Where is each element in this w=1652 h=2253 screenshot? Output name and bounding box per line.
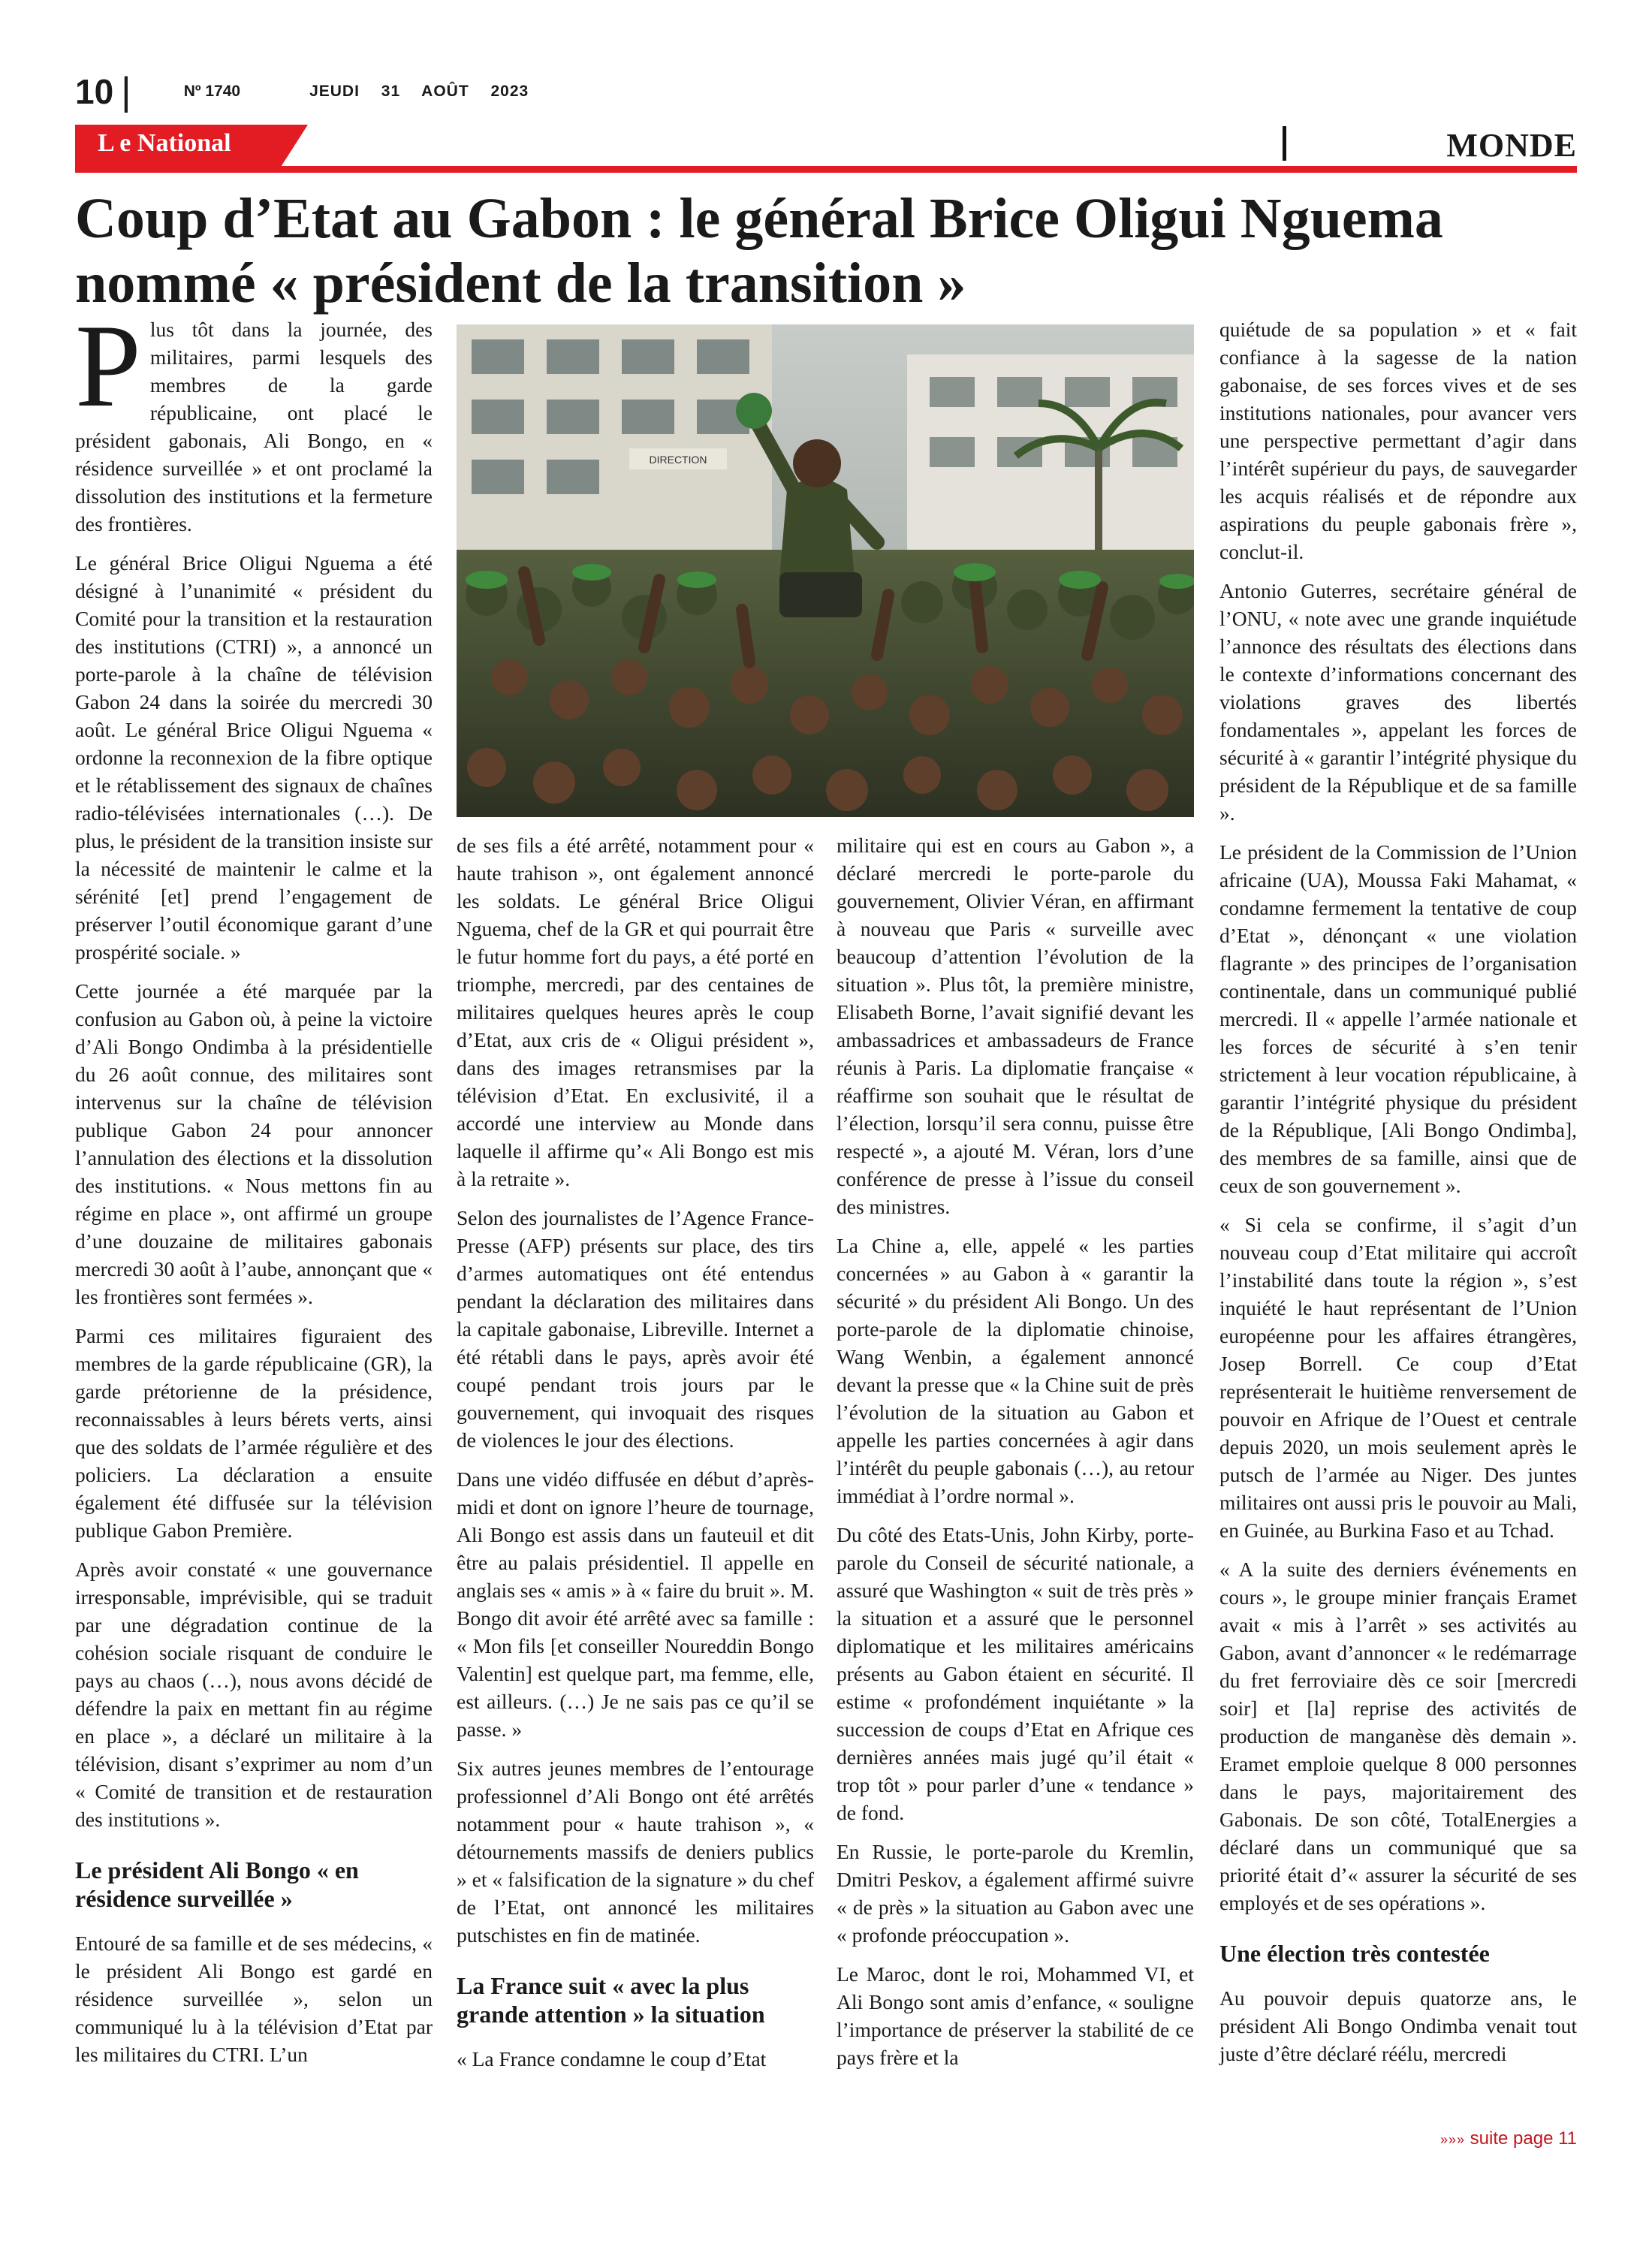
paragraph: Le général Brice Oligui Nguema a été désigné à l’unanimité « président du Comité pour la transition et la restauration des institutions (CTRI) », a annoncé un porte-parole à la chaîne de télévision Gabon 24 dans la soirée du mercredi 30 août. Le général Brice Oligui Nguema « ordonne la reconnexion de la fibre optique et le rétablissement des signaux de chaînes radio-télévisées internationales (…). De plus, le président de la transition insiste sur la nécessité de maintenir le calme et la sérénité [et] prend l’engagement de préserver l’outil économique garant d’une prospérité sociale. »: [75, 551, 433, 964]
paragraph: « Si cela se confirme, il s’agit d’un nouveau coup d’Etat militaire qui accroît l’instabilité dans toute la région », s’est inquiété le haut représentant de l’Union européenne pour les affaires étrangères, Josep Borrell. Ce coup d’Etat représenterait le huitième renversement de pouvoir en Afrique de l’Ouest et centrale depuis 2020, un mois seulement après le putsch de l’armée au Niger. Des juntes militaires ont aussi pris le pouvoir au Mali, en Guinée, au Burkina Faso et au Tchad.: [1219, 1213, 1577, 1542]
paragraph: Du côté des Etats-Unis, John Kirby, porte-parole du Conseil de sécurité nationale, a assuré que Washington « suit de très près » la situation et a assuré que le personnel diplomatique et les militaires américains présents au Gabon étaient en sécurité. Il estime « profondément inquiétante » la succession de coups d’Etat en Afrique ces dernières années mais jugé qu’il était « trop tôt » pour parler d’une « tendance » de fond.: [837, 1523, 1194, 1824]
paragraph: [75, 300, 433, 538]
paragraph: Six autres jeunes membres de l’entourage professionnel d’Ali Bongo ont été arrêtés notamment pour « haute trahison », « détournements massifs de deniers publics » et « falsification de la signature » du chef de l’Etat, ont annoncé les militaires putschistes en fin de matinée.: [457, 1757, 814, 1947]
photo-sign-text: DIRECTION: [649, 454, 707, 466]
paragraph: militaire qui est en cours au Gabon », a déclaré mercredi le porte-parole du gouvernement, Olivier Véran, en affirmant à nouveau que Paris « surveille avec beaucoup d’attention l’évolution de la situation ». Plus tôt, la première ministre, Elisabeth Borne, l’avait signifié devant les ambassadrices et ambassadeurs de France réunis à Paris. La diplomatie française « réaffirme son souhait que le résultat de l’élection, lorsqu’il sera connu, puisse être respecté », a ajouté M. Véran, lors d’une conférence de presse à l’issue du conseil des ministres.: [837, 834, 1194, 1218]
column-4: [1219, 315, 1577, 2079]
column-2: [457, 831, 814, 2084]
article-photo: [457, 324, 1194, 817]
photo-illustration: [457, 324, 1194, 817]
subheading: La France suit « avec la plus grande attention » la situation: [457, 1972, 765, 2028]
page-number: 10: [75, 72, 114, 111]
brand-name: L e National: [98, 129, 231, 157]
lead-text: lus tôt dans la journée, des militaires, parmi lesquels des membres de la garde républicaine, ont placé le président gabonais, Ali Bongo, en « résidence surveillée » et ont proclamé la dissolution des institutions et la fermeture des frontières.: [75, 318, 433, 535]
paragraph: La Chine a, elle, appelé « les parties concernées » au Gabon à « garantir la sécurité » du président Ali Bongo. Un des porte-parole de la diplomatie chinoise, Wang Wenbin, a également annoncé devant la presse que « la Chine suit de près l’évolution de la situation au Gabon et appelle les parties concernées à agir dans l’intérêt du peuple gabonais (…), au retour immédiat à l’ordre normal ».: [837, 1234, 1194, 1507]
page-separator: |: [121, 70, 131, 113]
continuation-link[interactable]: [1440, 2128, 1577, 2149]
paragraph: Entouré de sa famille et de ses médecins, « le président Ali Bongo est gardé en résidence surveillée », selon un communiqué lu à la télévision d’Etat par les militaires du CTRI. L’un: [75, 1932, 433, 2066]
column-3: [837, 831, 1194, 2083]
issue-number: Nº 1740: [183, 83, 241, 100]
paragraph: Parmi ces militaires figuraient des membres de la garde républicaine (GR), la garde prétorienne de la présidence, reconnaissables à leurs bérets verts, ainsi que des soldats de l’armée régulière et des policiers. La déclaration a ensuite également été diffusée sur la télévision publique Gabon Première.: [75, 1324, 433, 1542]
section-label: MONDE: [1446, 127, 1577, 164]
paragraph: Selon des journalistes de l’Agence France-Presse (AFP) présents sur place, des tirs d’armes automatiques ont été entendus pendant la déclaration des militaires dans la capitale gabonaise, Libreville. Internet a été rétabli dans le pays, après avoir été coupé pendant trois jours par le gouvernement, qui invoquait des risques de violences le jour des élections.: [457, 1206, 814, 1452]
column-1: [75, 300, 433, 2080]
continuation-text: suite page 11: [1470, 2128, 1577, 2149]
section-separator: [1283, 126, 1286, 161]
subheading: Une élection très contestée: [1219, 1940, 1490, 1967]
issue-date: JEUDI 31 AOÛT 2023: [309, 83, 529, 100]
paragraph: Le président de la Commission de l’Union africaine (UA), Moussa Faki Mahamat, « condamne fermement la tentative de coup d’Etat », dénonçant « une violation flagrante » des principes de l’organisation continentale, dans un communiqué publié mercredi. Il « appelle l’armée nationale et les forces de sécurité à s’en tenir strictement à leur vocation républicaine, à garantir l’intégrité physique du président de la République, [Ali Bongo Ondimba], des membres de sa famille, ainsi que de ceux de son gouvernement ».: [1219, 840, 1577, 1197]
header-rule: [75, 166, 1577, 173]
paragraph: En Russie, le porte-parole du Kremlin, Dmitri Peskov, a également affirmé suivre « de près » la situation au Gabon avec une « profonde préoccupation ».: [837, 1840, 1194, 1947]
paragraph: Le Maroc, dont le roi, Mohammed VI, et Ali Bongo sont amis d’enfance, « souligne l’importance de préserver la stabilité de ce pays frère et la: [837, 1962, 1194, 2069]
paragraph: de ses fils a été arrêté, notamment pour « haute trahison », ont également annoncé les soldats. Le général Brice Oligui Nguema, chef de la GR et qui pourrait être le futur homme fort du pays, a été porté en triomphe, mercredi, par des centaines de militaires quelques heures après le coup d’Etat, aux cris de « Oligui président », dans des images retransmises par la télévision d’Etat. En exclusivité, il a accordé une interview au Monde dans laquelle il affirme qu’« Ali Bongo est mis à la retraite ».: [457, 834, 814, 1190]
page-header: [75, 69, 529, 114]
drop-cap: P: [75, 300, 141, 432]
paragraph: Au pouvoir depuis quatorze ans, le président Ali Bongo Ondimba venait tout juste d’être déclaré réélu, mercredi: [1219, 1986, 1577, 2065]
subheading: Le président Ali Bongo « en résidence surveillée »: [75, 1856, 359, 1912]
article-headline: Coup d’Etat au Gabon : le général Brice Oligui Nguema nommé « président de la transition »: [75, 187, 1443, 315]
paragraph: « A la suite des derniers événements en cours », le groupe minier français Eramet avait « mis à l’arrêt » ses activités au Gabon, avant d’annoncer « le redémarrage du fret ferroviaire dès ce soir [mercredi soir] et [la] reprise des activités de production de manganèse dès demain ». Eramet emploie quelque 8 000 personnes dans le pays, majoritairement des Gabonais. De son côté, TotalEnergies a déclaré dans un communiqué que sa priorité était d’« assurer la sécurité de ses employés et de ses opérations ».: [1219, 1558, 1577, 1914]
paragraph: Antonio Guterres, secrétaire général de l’ONU, « note avec une grande inquiétude l’annonce des résultats des élections dans le contexte d’informations concernant des violations graves des libertés fondamentales », appelant les forces de sécurité à « garantir l’intégrité physique du président de la République et de sa famille ».: [1219, 579, 1577, 825]
paragraph: « La France condamne le coup d’Etat: [457, 2047, 767, 2071]
continuation-arrows: »»»: [1439, 2132, 1465, 2147]
paragraph: Après avoir constaté « une gouvernance irresponsable, imprévisible, qui se traduit par une dégradation continue de la cohésion sociale risquant de conduire le pays au chaos (…), nous avons décidé de défendre la paix en mettant fin au régime en place », a déclaré un militaire à la télévision, disant s’exprimer au nom d’un « Comité de transition et de restauration des institutions ».: [75, 1558, 433, 1831]
paragraph: quiétude de sa population » et « fait confiance à la sagesse de la nation gabonaise, de ses forces vives et de ses institutions nationales, pour avancer vers une perspective permettant d’agir dans l’intérêt supérieur du pays, de sauvegarder les acquis réalisés et de répondre aux aspirations du peuple gabonais frère », conclut-il.: [1219, 318, 1577, 563]
paragraph: Cette journée a été marquée par la confusion au Gabon où, à peine la victoire d’Ali Bongo Ondimba à la présidentielle du 26 août connue, des militaires sont intervenus sur la chaîne de télévision publique Gabon 24 pour annoncer l’annulation des élections et la dissolution des institutions. « Nous mettons fin au régime en place », ont affirmé un groupe d’une douzaine de militaires gabonais mercredi 30 août à l’aube, annonçant que « les frontières sont fermées ».: [75, 979, 433, 1308]
paragraph: Dans une vidéo diffusée en début d’après-midi et dont on ignore l’heure de tournage, Ali Bongo est assis dans un fauteuil et dit être au palais présidentiel. Il appelle en anglais ses « amis » à « faire du bruit ». M. Bongo dit avoir été arrêté avec sa famille : « Mon fils [et conseiller Noureddin Bongo Valentin] est quelque part, ma femme, elle, est ailleurs. (…) Je ne sais pas ce qu’il se passe. »: [457, 1467, 814, 1741]
